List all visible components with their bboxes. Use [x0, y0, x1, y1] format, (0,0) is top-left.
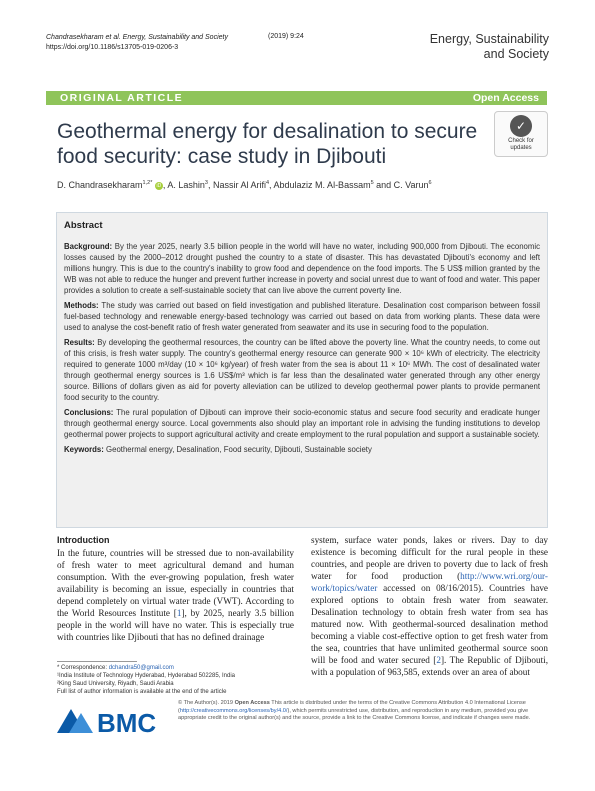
methods-label: Methods: [64, 301, 99, 310]
badge-line1: Check for [508, 138, 534, 144]
abstract-heading: Abstract [64, 220, 103, 231]
year-volume: (2019) 9:24 [268, 33, 304, 40]
correspondence-label: * Correspondence: [57, 665, 109, 671]
affiliation-1: ¹India Institute of Technology Hyderabad, Hyderabad 502285, India [57, 673, 236, 679]
author-name[interactable]: and C. Varun [373, 180, 429, 190]
journal-name-line1: Energy, Sustainability [429, 32, 549, 46]
results-text: By developing the geothermal resources, the country can be lifted above the poverty line. What the country needs, to come out of this crisis, is fresh water supply. The country's geothermal energy resource can generate 900 × 10⁶ kWh of electricity. The electricity required to generate 1000 m³/day (10 × 10⁶ kg/year) of fresh water from the sea is about 11 × 10⁶ MWh. The cost of desalinated water through geothermal energy sources is 1.6 US$/m³ which is far less than the desalinated water generated through any other energy source. Billions of dollars given as aid for poverty alleviation can be utilized to develop geothermal power plants to provide permanent food security to the country. [64, 338, 540, 402]
affiliation-sup: 6 [428, 180, 432, 186]
affiliation-sup: 1,2* [142, 180, 153, 186]
abstract-methods [64, 300, 540, 333]
introduction-heading: Introduction [57, 535, 110, 545]
bmc-logo[interactable] [57, 703, 169, 739]
results-label: Results: [64, 338, 95, 347]
conclusions-text: The rural population of Djibouti can improve their socio-economic status and secure food security and eradicate hunger through geothermal energy source. Local governments also should play an important role in advising the funding institutions to develop geothermal power projects to support agricultural activity and create employment to the rural population and support a sustainable society. [64, 408, 540, 439]
cc-license-link[interactable]: http://creativecommons.org/licenses/by/4.0/ [179, 707, 288, 714]
article-title: Geothermal energy for desalination to secure food security: case study in Djibouti [57, 120, 478, 168]
affiliation-sup: 3 [204, 180, 208, 186]
license-copyright: © The Author(s). 2019 [178, 700, 235, 706]
license-body: This article is distributed under the terms of the Creative Commons Attribution 4.0 International License ( [178, 700, 526, 714]
background-label: Background: [64, 242, 113, 251]
running-header-citation [46, 33, 228, 53]
check-for-updates-badge[interactable] [494, 111, 548, 157]
affiliation-sup: 4 [265, 180, 270, 186]
license-body-end: ), which permits unrestricted use, distribution, and reproduction in any medium, provided you give appropriate credit to the original author(s) and the source, provide a link to the Creative Commons license, and indicate if changes were made. [178, 707, 531, 722]
journal-name [409, 32, 549, 62]
abstract-background [64, 241, 540, 296]
intro-text: In the future, countries will be stressed due to non-availability of fresh water to meet agricultural demand and human consumption. With the ever-growing population, fresh water availability is becoming an issue, especially in countries that depend completely on virtual water trade (VWT). According to the World Resources Institute [ [57, 548, 294, 618]
body-column-right [311, 534, 548, 678]
badge-line2: updates [510, 145, 532, 151]
wri-link[interactable]: http://www.wri.org/our-work/topics/water [311, 571, 548, 593]
bmc-logo-text: BMC [97, 708, 157, 738]
open-access-label: Open Access [472, 92, 539, 104]
bookmark-icon: ✓ [510, 115, 532, 137]
author-name[interactable]: D. Chandrasekharam [57, 180, 143, 190]
abstract-keywords [64, 444, 540, 455]
author-name[interactable]: , Nassir Al Arifi [207, 180, 266, 190]
keywords-label: Keywords: [64, 445, 104, 454]
citation-text: Chandrasekharam et al. Energy, Sustainability and Society [46, 34, 228, 41]
footnotes [57, 664, 235, 696]
article-type-label: ORIGINAL ARTICLE [60, 92, 184, 104]
intro-text: system, surface water ponds, lakes or rivers. Day to day existence is becoming difficult for the rural people in these countries, and people are driven to poverty due to lack of fresh water for food production ( [311, 535, 548, 581]
full-author-info-note: Full list of author information is available at the end of the article [57, 689, 227, 695]
abstract-box [56, 212, 548, 528]
journal-name-line2: and Society [483, 47, 549, 61]
body-column-left [57, 534, 294, 643]
intro-text: accessed on 08/16/2015). Countries have explored options to obtain fresh water from seawater. Desalination technology to obtain fresh water from sea has matured now. With geothermal-sourced desalination method becoming a viable cost-effective option to get fresh water from the sea, countries that have unlimited geothermal source soon will be food and water secured [ [311, 583, 548, 665]
intro-text: ]. The Republic of Djibouti, with a population of 963,585, extends over an area of about [311, 655, 548, 677]
affiliation-sup: 5 [370, 180, 374, 186]
license-open-access: Open Access [234, 700, 270, 706]
intro-text: ], by 2025, nearly 3.5 billion people in the world will have no water. This is especially true with countries like Djibouti that has no defined drainage [57, 608, 294, 642]
author-name[interactable]: , A. Lashin [162, 180, 205, 190]
citation-ref[interactable]: 2 [436, 655, 441, 665]
author-name[interactable]: , Abdulaziz M. Al-Bassam [269, 180, 371, 190]
doi-link[interactable]: https://doi.org/10.1186/s13705-019-0206-3 [46, 44, 179, 51]
orcid-icon[interactable]: iD [156, 182, 162, 189]
author-list [57, 180, 547, 190]
background-text: By the year 2025, nearly 3.5 billion people in the world will have no water, including 900,000 from Djibouti. The economic losses caused by the 2000–2012 drought pushed the country to a state of disaster. This has devastated Djibouti's economy and left millions hungry. This is due to the country's inability to grow food and dependence on the food imports. The 5 US$ million granted by the WB was not able to reduce the hunger and prevent further increase in poverty and social unrest due to want of food and water. This paper provides a solution to create a self-sustainable society that can live above the current poverty line. [64, 242, 540, 295]
abstract-conclusions [64, 407, 540, 440]
affiliation-2: ²King Saud University, Riyadh, Saudi Arabia [57, 681, 174, 687]
keywords-text: Geothermal energy, Desalination, Food security, Djibouti, Sustainable society [103, 445, 372, 454]
conclusions-label: Conclusions: [64, 408, 114, 417]
email-link[interactable]: dchandra50@gmail.com [108, 665, 174, 671]
license-text [178, 700, 548, 723]
citation-ref[interactable]: 1 [176, 608, 182, 618]
abstract-results [64, 337, 540, 403]
methods-text: The study was carried out based on field investigation and published literature. Desalination cost comparison between fossil fuel-based technology and renewable energy-based technology was carried out based on data from working plants. These data were used to analyse the cost-benefit ratio of fresh water generated from seawater and its use in securing food to the population. [64, 301, 540, 332]
footnote-divider [57, 661, 137, 662]
